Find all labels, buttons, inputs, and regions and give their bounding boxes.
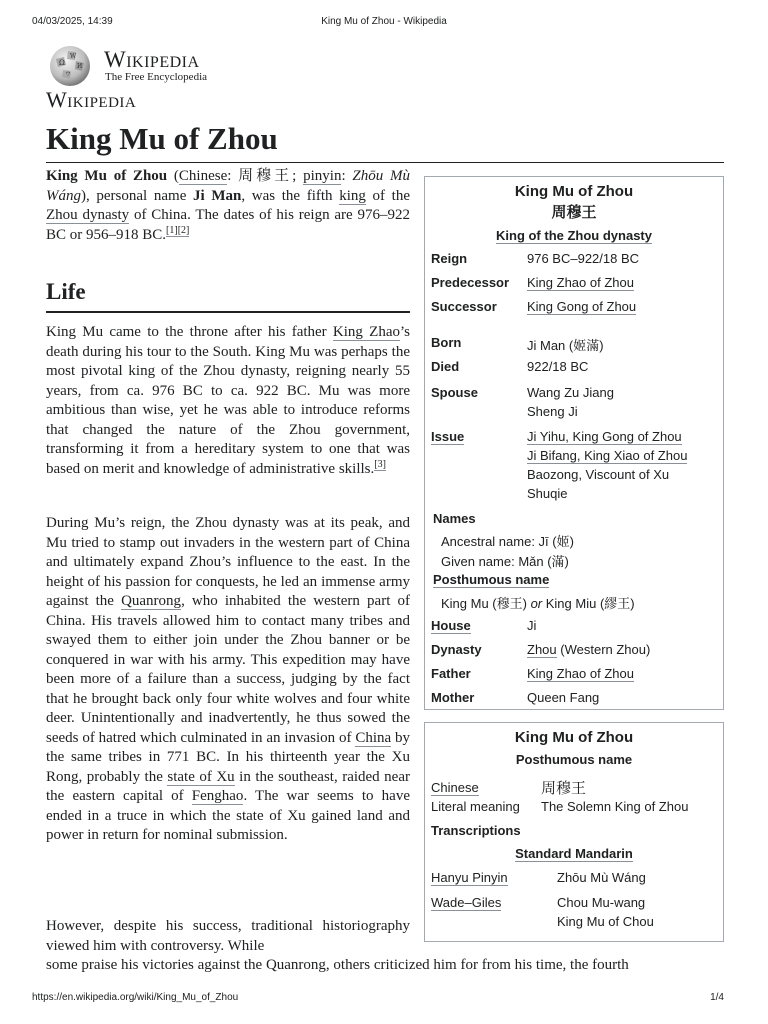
spouse-name: Sheng Ji <box>527 404 578 419</box>
king-link[interactable]: king <box>339 187 366 204</box>
hanyu-pinyin-link[interactable]: Hanyu Pinyin <box>431 870 508 885</box>
posthumous-names <box>425 593 723 618</box>
body-text: However, despite his success, traditional historiography viewed him with controversy. While <box>46 918 410 954</box>
intro-text: : 周穆王; <box>227 168 304 184</box>
print-footer <box>32 992 736 1006</box>
life-paragraph-3-continued <box>46 956 726 976</box>
ref-1-link[interactable]: [1] <box>166 224 178 236</box>
personal-name: Ji Man <box>193 187 242 204</box>
svg-text:Ω: Ω <box>59 59 65 67</box>
infobox-value: Zhōu Mù Wáng <box>557 870 646 885</box>
svg-text:W: W <box>70 53 77 60</box>
infobox-value: The Solemn King of Zhou <box>541 799 689 814</box>
body-text: King Mu came to the throne after his father <box>46 324 333 340</box>
body-text: . The war seems to have ended in a truce in which the state of Xu gained land and power in return for nominal submission. <box>46 788 410 843</box>
body-text: some praise his victories against the Quanrong, others criticized him for from his time, the fourth <box>46 957 629 973</box>
intro-text: ( <box>167 168 179 184</box>
given-name: Given name: Mǎn (滿) <box>441 554 569 569</box>
chinese-characters: 周穆王 <box>541 779 587 797</box>
posthumous-name: King Mu (穆王) <box>441 596 531 611</box>
intro-text: , was the fifth <box>241 187 340 204</box>
body-text: in the southeast, raided near the eastern capital of <box>46 768 410 804</box>
zhou-dynasty-link[interactable]: Zhou dynasty <box>46 207 130 223</box>
ref-2-link[interactable]: [2] <box>177 224 190 236</box>
infobox-label: Father <box>431 666 471 681</box>
issue-link[interactable]: Ji Bifang, King Xiao of Zhou <box>527 448 688 463</box>
infobox-native-name: 周穆王 <box>551 204 597 221</box>
infobox-row-issue <box>425 427 723 511</box>
posthumous-name-link[interactable]: Posthumous name <box>433 572 550 587</box>
infobox-row-spouse <box>425 383 723 427</box>
infobox2-row-chinese <box>425 775 723 799</box>
quanrong-link[interactable]: Quanrong <box>121 593 182 609</box>
intro-text: of the <box>365 187 411 204</box>
logo-wordmark: Wikipedia <box>46 87 137 112</box>
infobox2-subtitle: Posthumous name <box>515 752 633 767</box>
issue-name: Shuqie <box>527 486 568 501</box>
infobox-label: Successor <box>431 299 497 314</box>
infobox-row-successor <box>425 299 723 335</box>
body-text: During Mu’s reign, the Zhou dynasty was at its peak, and Mu tried to stamp out invaders in the western part of China and ultimately expand Zhou’s influence to the east. In the height of his passion for conquests, he led an immense army against the <box>46 515 410 609</box>
infobox-row-mother <box>425 690 723 712</box>
house-label-link[interactable]: House <box>431 618 471 633</box>
posthumous-name: King Miu (繆王) <box>542 596 635 611</box>
infobox-row-reign <box>425 251 723 275</box>
ref-3-link[interactable]: [3] <box>374 458 386 470</box>
life-paragraph-1 <box>46 323 410 479</box>
infobox-value: 976 BC–922/18 BC <box>527 251 640 266</box>
svg-text:ウ: ウ <box>65 71 72 78</box>
fenghao-link[interactable]: Fenghao <box>191 788 244 804</box>
print-tab-title: King Mu of Zhou - Wikipedia <box>321 16 447 27</box>
infobox-label: Literal meaning <box>431 799 520 814</box>
logo-name: Wikipedia <box>104 47 200 72</box>
infobox-row-predecessor <box>425 275 723 299</box>
svg-text:И: И <box>77 63 83 70</box>
infobox-value: Chou Mu-wang <box>557 895 646 910</box>
standard-mandarin-link[interactable]: Standard Mandarin <box>515 846 633 861</box>
father-link[interactable]: King Zhao of Zhou <box>527 666 634 681</box>
body-text: , who inhabited the western part of China. His travels allowed him to contact many tribes and swayed them to either join under the Zhou banner or be conquered in war with his army. This expedition may have been more of a failure than a success, judging by the fact that he brought back only four white wolves and four white deer. Unintentionally and inadvertently, he thus sowed the seeds of hatred which culminated in an invasion of <box>46 593 410 746</box>
predecessor-link[interactable]: King Zhao of Zhou <box>527 275 634 290</box>
intro-text: of China. The dates of his reign are 976–922 BC or 956–918 BC. <box>46 207 411 243</box>
infobox-king <box>424 176 724 710</box>
infobox-row-father <box>425 666 723 690</box>
intro-bold-name: King Mu of Zhou <box>46 168 168 184</box>
infobox-value: 922/18 BC <box>527 359 589 374</box>
infobox2-row-literal <box>425 799 723 823</box>
spouse-name: Wang Zu Jiang <box>527 385 614 400</box>
king-zhao-link[interactable]: King Zhao <box>332 324 400 340</box>
body-text: ’s death during his tour to the South. King Mu was perhaps the most pivotal king of the Zhou dynasty, reigning nearly 55 years, from ca. 976 BC to ca. 922 BC. Mu was more ambitious than wise, yet he was able to introduce reforms that changed the nature of the Zhou government, transforming it from a hereditary system to one that was based on merit and knowledge of administrative skills. <box>46 324 410 477</box>
print-page-number: 1/4 <box>710 992 724 1003</box>
section-divider <box>46 311 410 313</box>
infobox-row-born <box>425 335 723 359</box>
issue-link[interactable]: Ji Yihu, King Gong of Zhou <box>527 429 682 444</box>
infobox-subtitle-link[interactable]: King of the Zhou dynasty <box>496 228 652 243</box>
dynasty-zhou-link[interactable]: Zhou <box>527 642 557 657</box>
infobox-label: Reign <box>431 251 468 266</box>
wikipedia-logo[interactable] <box>46 43 226 112</box>
infobox-row-died <box>425 359 723 383</box>
infobox2-row-wade <box>425 893 723 933</box>
pinyin-link[interactable]: pinyin <box>303 168 342 184</box>
life-paragraph-3 <box>46 917 410 956</box>
infobox-title: King Mu of Zhou <box>514 183 634 200</box>
wade-giles-link[interactable]: Wade–Giles <box>431 895 502 910</box>
china-link[interactable]: China <box>355 729 392 746</box>
issue-name: Baozong, Viscount of Xu <box>527 467 670 482</box>
infobox2-row-hanyu <box>425 870 723 893</box>
print-url: https://en.wikipedia.org/wiki/King_Mu_of_Zhou <box>32 992 239 1003</box>
pinyin-value: Zhōu Mù Wáng <box>46 168 411 204</box>
title-divider <box>46 162 724 163</box>
section-heading-life: Life <box>46 279 86 304</box>
infobox-label: Spouse <box>431 385 478 400</box>
infobox-label: Mother <box>431 690 475 705</box>
successor-link[interactable]: King Gong of Zhou <box>527 299 637 314</box>
intro-text: : <box>341 168 353 184</box>
print-datetime: 04/03/2025, 14:39 <box>32 16 113 27</box>
infobox-chinese-name <box>424 722 724 942</box>
page-title: King Mu of Zhou <box>46 121 278 156</box>
infobox-names-heading: Names <box>433 511 476 526</box>
infobox-value: Ji Man (姬滿) <box>527 338 604 353</box>
logo-tagline: The Free Encyclopedia <box>105 71 208 83</box>
infobox-value: (Western Zhou) <box>556 642 651 657</box>
posthumous-or: or <box>530 596 543 611</box>
state-of-xu-link[interactable]: state of Xu <box>167 768 235 785</box>
chinese-link[interactable]: Chinese <box>178 168 228 184</box>
life-paragraph-2 <box>46 514 410 846</box>
chinese-label-link[interactable]: Chinese <box>431 779 479 795</box>
infobox-label: Died <box>431 359 460 374</box>
infobox-row-dynasty <box>425 642 723 666</box>
issue-label-link[interactable]: Issue <box>431 429 465 444</box>
infobox-value: Queen Fang <box>527 690 600 705</box>
intro-paragraph <box>46 167 410 245</box>
transcriptions-heading: Transcriptions <box>431 823 521 838</box>
infobox-label: Born <box>431 335 462 350</box>
ancestral-name: Ancestral name: Jī (姬) <box>441 534 574 549</box>
print-header <box>32 16 736 30</box>
wikipedia-globe-icon <box>46 43 96 87</box>
intro-text: ), personal name <box>81 187 194 204</box>
body-text: by the same tribes in 771 BC. In his thirteenth year the Xu Rong, probably the <box>46 729 410 785</box>
infobox-label: Predecessor <box>431 275 510 290</box>
infobox2-title: King Mu of Zhou <box>514 729 634 746</box>
infobox-value: Ji <box>527 618 537 633</box>
infobox-row-house <box>425 618 723 642</box>
infobox-label: Dynasty <box>431 642 482 657</box>
infobox-value: King Mu of Chou <box>557 914 654 929</box>
